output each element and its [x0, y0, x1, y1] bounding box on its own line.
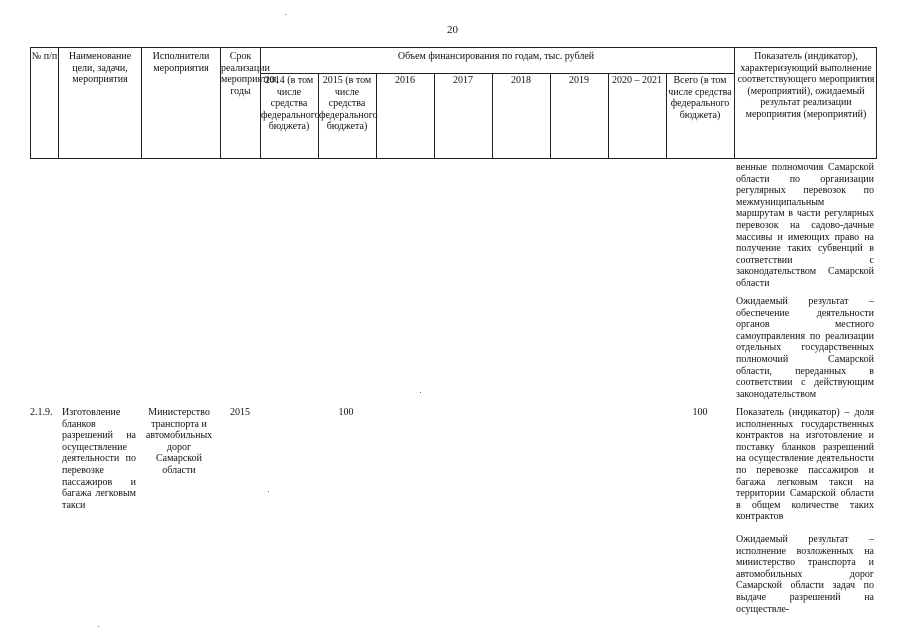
scan-speck — [268, 491, 269, 492]
continuation-text: венные полномочия Самарской области по организации регулярных перевозок по межмуниципальным маршрутам в части регулярных перевозок на садово-дачные массивы и имеющих право на получение таких субвенций в соответствии с законодательством Самарской области — [736, 162, 874, 289]
page-number: 20 — [447, 24, 458, 36]
header-funding-title: Объем финансирования по годам, тыс. рублей — [397, 51, 595, 62]
row-total: 100 — [692, 407, 708, 418]
table-header — [30, 47, 877, 159]
scan-speck — [285, 14, 286, 15]
row-executor: Министерство транспорта и автомобильных дорог Самарской области — [145, 407, 213, 476]
header-num: № п/п — [31, 51, 58, 62]
scan-speck — [98, 626, 99, 627]
continuation-result: Ожидаемый результат – обеспечение деятельности органов местного самоуправления по реализации отдельных государственных полномочий Самарской области, переданных в соответствии с действующим законодательством — [736, 296, 874, 400]
scan-speck — [420, 392, 421, 393]
header-year-2016: 2016 — [395, 75, 415, 86]
header-year-2019: 2019 — [569, 75, 589, 86]
row-term: 2015 — [230, 407, 250, 418]
header-year-2015: 2015 (в том числе средства федерального бюджета) — [319, 75, 378, 133]
header-name: Наименование цели, задачи, мероприятия — [68, 51, 132, 86]
header-executors: Исполнители мероприятия — [152, 51, 210, 74]
header-indicator: Показатель (индикатор), характеризующий выполнение соответствующего мероприятия (мероприятий), ожидаемый результат реализации мероприятия (мероприятий) — [737, 51, 875, 120]
row-num: 2.1.9. — [30, 407, 53, 418]
row-name: Изготовление бланков разрешений на осуществление деятельности по перевозке пассажиров и багажа легковым такси — [62, 407, 136, 511]
row-value-2015: 100 — [338, 407, 354, 418]
header-year-2018: 2018 — [511, 75, 531, 86]
row-indicator: Показатель (индикатор) – доля исполненных государственных контрактов на изготовление и поставку бланков разрешений на осуществление деятельности по перевозке пассажиров и багажа легковым такси на территории Самарской области в общем количестве таких контрактов — [736, 407, 874, 523]
row-result: Ожидаемый результат – исполнение возложенных на министерство транспорта и автомобильных дорог Самарской области задач по выдаче разрешений на осуществле- — [736, 534, 874, 615]
header-year-2017: 2017 — [453, 75, 473, 86]
header-term: Срок реализации мероприятия, годы — [221, 51, 279, 97]
header-year-2020-2021: 2020 – 2021 — [612, 75, 662, 86]
header-total: Всего (в том числе средства федерального бюджета) — [668, 75, 732, 121]
header-year-2014: 2014 (в том числе средства федерального бюджета) — [261, 75, 320, 133]
